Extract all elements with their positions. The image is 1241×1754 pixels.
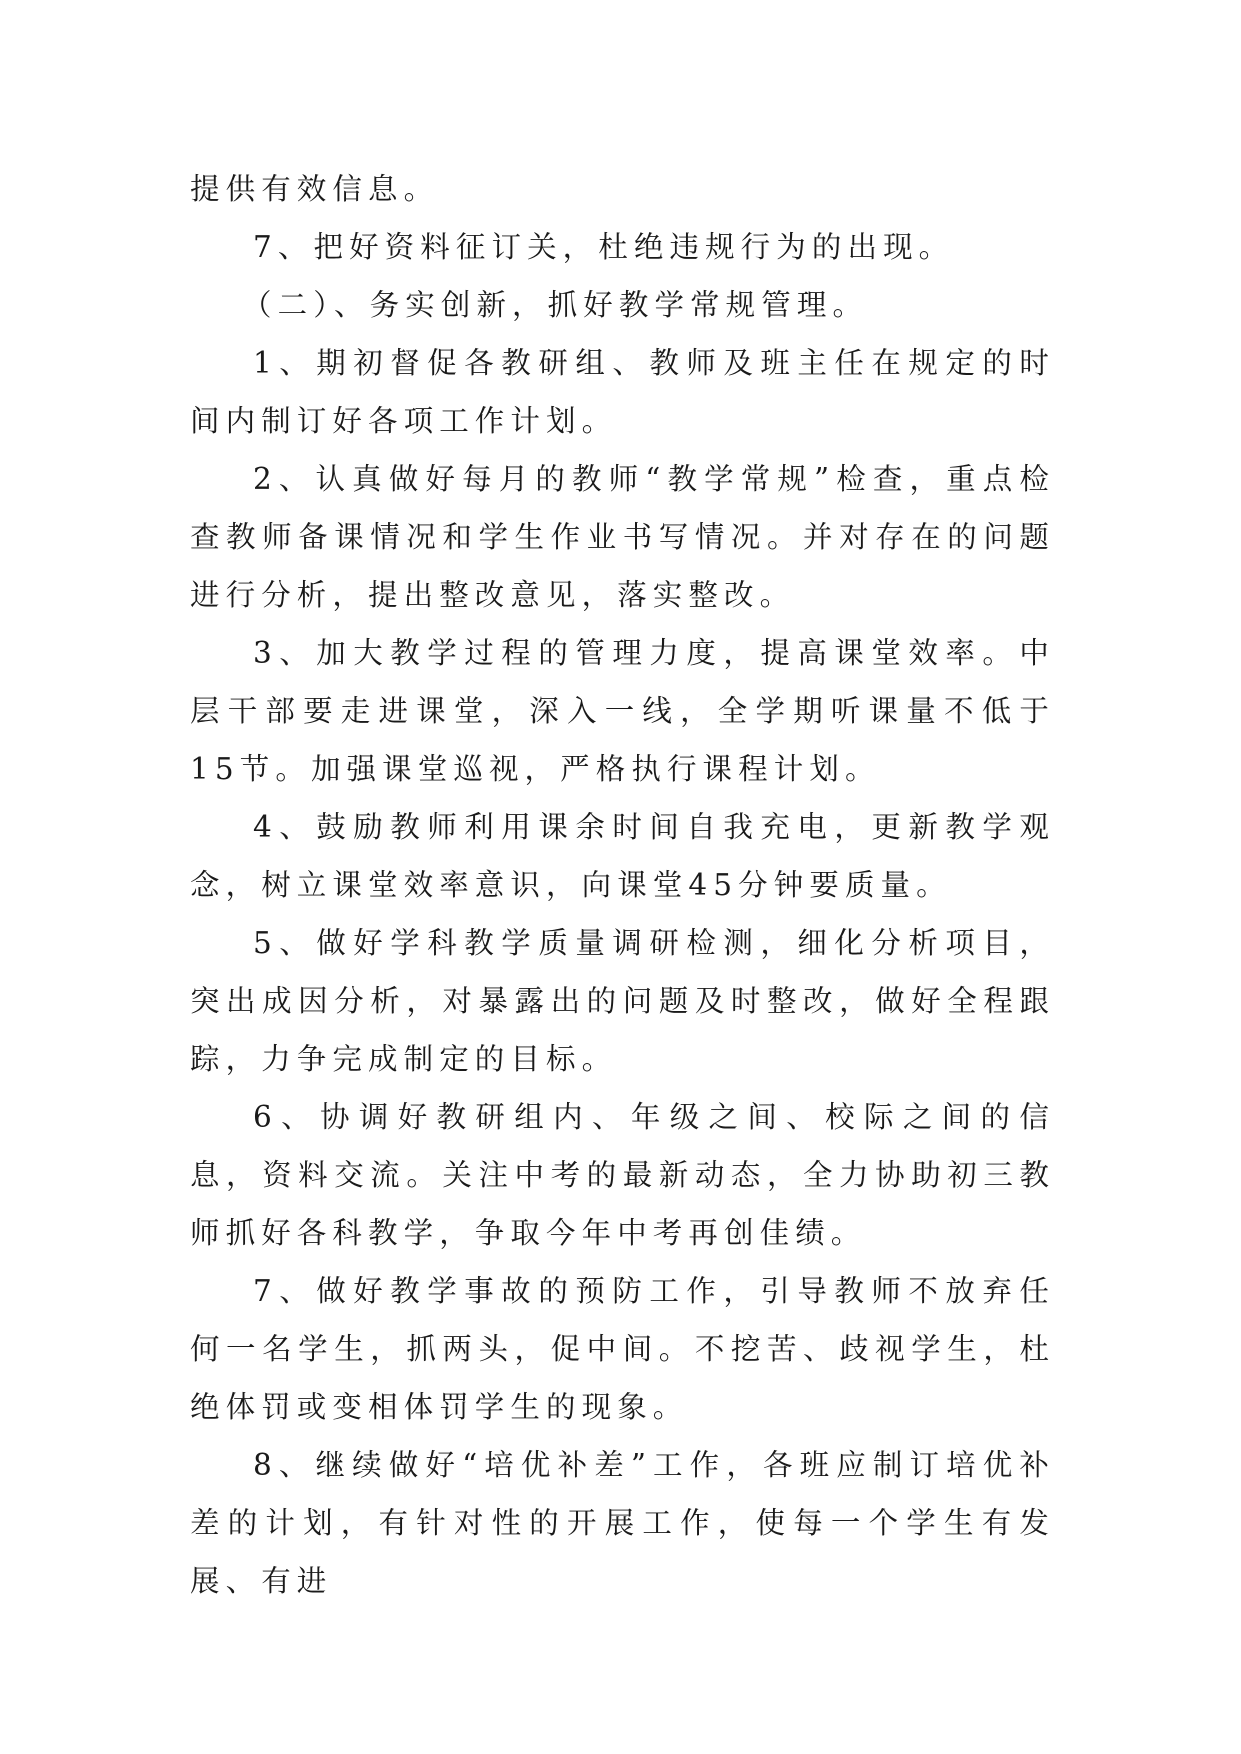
paragraph-item-7: 7、做好教学事故的预防工作，引导教师不放弃任何一名学生，抓两头，促中间。不挖苦、歧视学生，杜绝体罚或变相体罚学生的现象。 <box>190 1274 1055 1424</box>
paragraph-item-2: 2、认真做好每月的教师“教学常规”检查，重点检查教师备课情况和学生作业书写情况。并对存在的问题进行分析，提出整改意见，落实整改。 <box>190 462 1055 612</box>
paragraph-item-7-materials: 7、把好资料征订关，杜绝违规行为的出现。 <box>253 230 955 264</box>
document-body <box>190 160 1055 1610</box>
paragraph-item-4: 4、鼓励教师利用课余时间自我充电，更新教学观念，树立课堂效率意识，向课堂45分钟要质量。 <box>190 810 1055 902</box>
paragraph-item-3: 3、加大教学过程的管理力度，提高课堂效率。中层干部要走进课堂，深入一线，全学期听课量不低于15节。加强课堂巡视，严格执行课程计划。 <box>190 636 1055 786</box>
paragraph-item-6: 6、协调好教研组内、年级之间、校际之间的信息，资料交流。关注中考的最新动态，全力协助初三教师抓好各科教学，争取今年中考再创佳绩。 <box>190 1100 1055 1250</box>
paragraph-continuation: 提供有效信息。 <box>190 172 440 206</box>
paragraph-item-8: 8、继续做好“培优补差”工作，各班应制订培优补差的计划，有针对性的开展工作，使每一个学生有发展、有进 <box>190 1448 1055 1598</box>
section-heading-2: （二）、务实创新，抓好教学常规管理。 <box>242 288 869 322</box>
paragraph-item-5: 5、做好学科教学质量调研检测，细化分析项目，突出成因分析，对暴露出的问题及时整改，做好全程跟踪，力争完成制定的目标。 <box>190 926 1055 1076</box>
paragraph-item-1: 1、期初督促各教研组、教师及班主任在规定的时间内制订好各项工作计划。 <box>190 346 1055 438</box>
